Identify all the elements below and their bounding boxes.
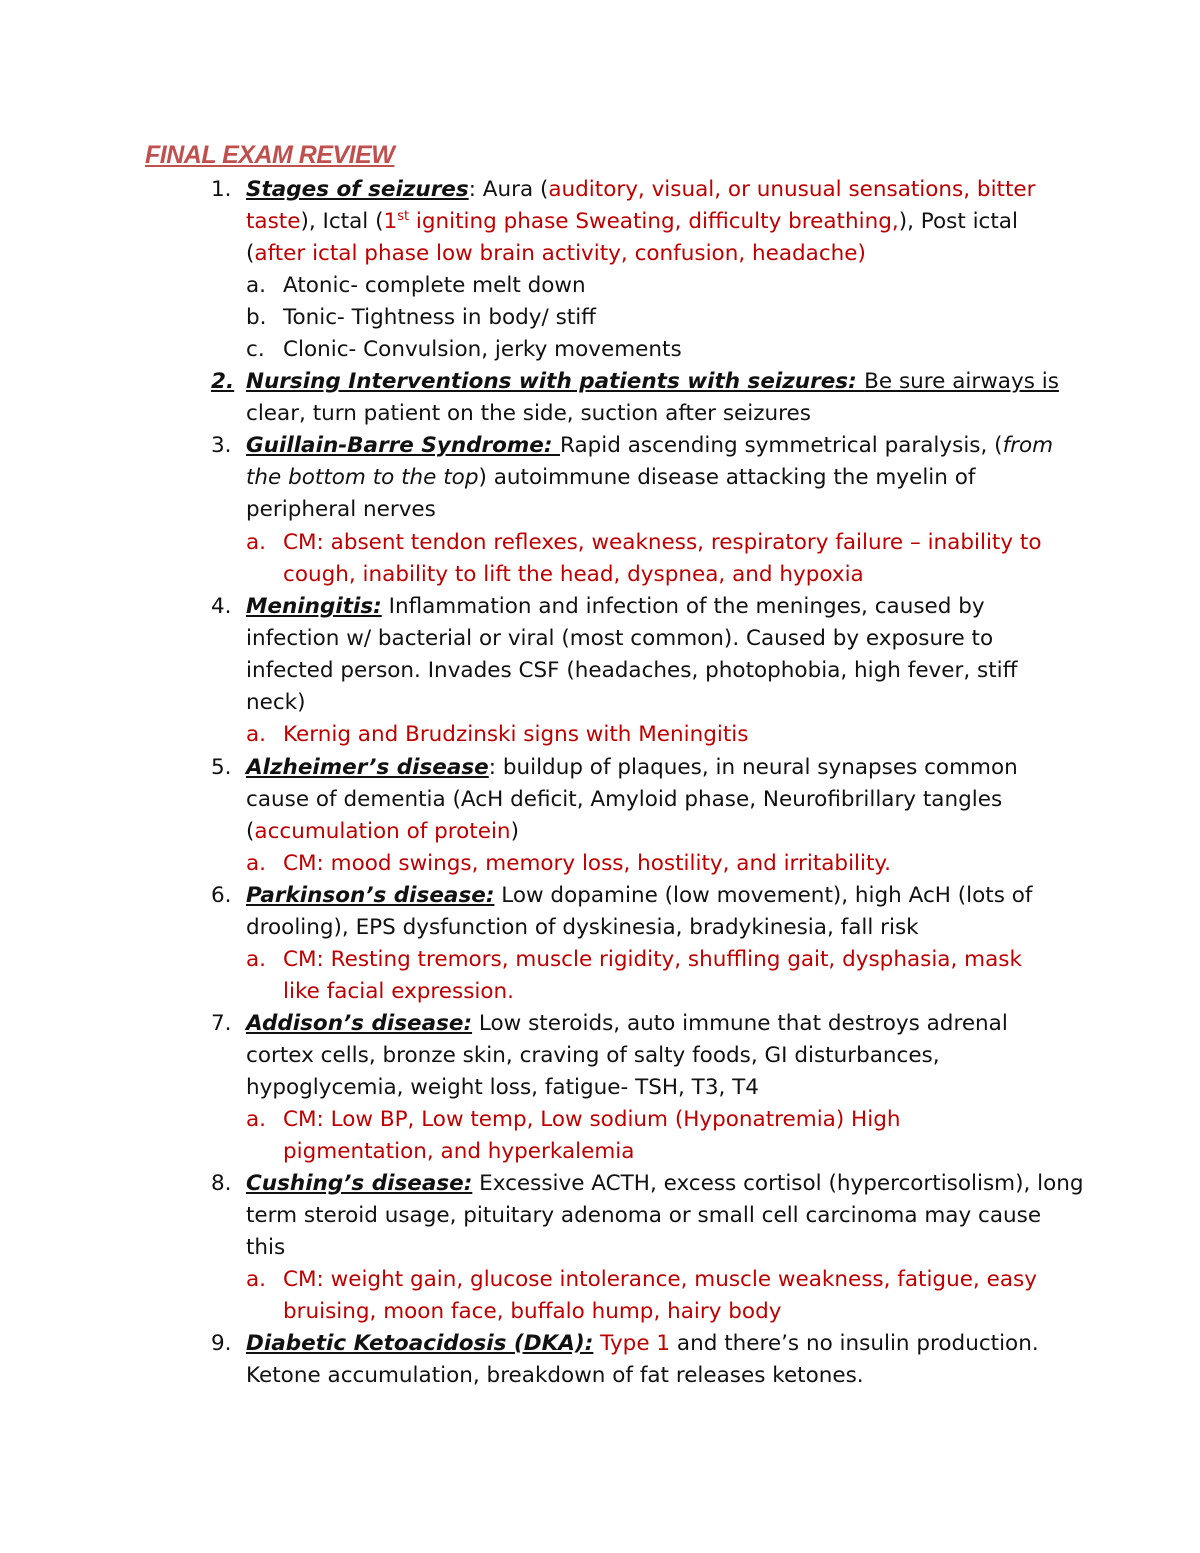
item-text: : Aura (	[468, 177, 549, 202]
item-line: Ketone accumulation, breakdown of fat releases ketones.	[246, 1363, 864, 1388]
item-line	[246, 880, 1033, 912]
item-number: 7.	[211, 1011, 232, 1036]
item-text: ), Post ictal	[898, 209, 1018, 234]
sub-line: CM: Resting tremors, muscle rigidity, shuffling gait, dysphasia, mask	[283, 947, 1022, 972]
superscript: st	[397, 209, 410, 224]
item-text: Rapid ascending symmetrical paralysis, (	[559, 433, 1003, 458]
item-text-red	[384, 209, 899, 234]
item-line	[246, 238, 866, 270]
item-text: (	[246, 819, 255, 844]
sub-letter: b.	[246, 305, 267, 330]
item-text-red: 1	[383, 209, 398, 234]
item-text: (	[246, 241, 255, 266]
item-text: and there’s no insulin production.	[670, 1331, 1039, 1356]
item-line	[246, 1168, 1084, 1200]
item-text-italic: the bottom to the top	[246, 465, 479, 490]
sub-letter: a.	[246, 947, 267, 972]
item-line	[246, 752, 1018, 784]
item-line: clear, turn patient on the side, suction after seizures	[246, 401, 811, 426]
sub-letter: a.	[246, 851, 267, 876]
item-line	[246, 816, 519, 848]
item-heading: Parkinson’s disease:	[246, 883, 495, 908]
item-text-red: auditory, visual, or unusual sensations, bitter	[548, 177, 1036, 202]
item-line: infection w/ bacterial or viral (most common). Caused by exposure to	[246, 626, 994, 651]
item-text: Low dopamine (low movement), high AcH (lots of	[494, 883, 1033, 908]
sub-line: cough, inability to lift the head, dyspnea, and hypoxia	[283, 562, 864, 587]
item-heading: Diabetic Ketoacidosis (DKA):	[246, 1331, 594, 1356]
item-number: 1.	[211, 177, 232, 202]
item-line: infected person. Invades CSF (headaches, photophobia, high fever, stiff	[246, 658, 1018, 683]
item-text: Inflammation and infection of the meninges, caused by	[381, 594, 985, 619]
sub-letter: a.	[246, 530, 267, 555]
item-line	[246, 591, 985, 623]
item-line: cortex cells, bronze skin, craving of salty foods, GI disturbances,	[246, 1043, 940, 1068]
item-line	[246, 174, 1035, 206]
sub-line: like facial expression.	[283, 979, 515, 1004]
item-text: ), Ictal (	[300, 209, 384, 234]
item-text: Low steroids, auto immune that destroys adrenal	[472, 1011, 1008, 1036]
item-line: cause of dementia (AcH deficit, Amyloid phase, Neurofibrillary tangles	[246, 787, 1003, 812]
item-line: neck)	[246, 690, 306, 715]
item-number: 3.	[211, 433, 232, 458]
sub-letter: a.	[246, 722, 267, 747]
item-heading: Addison’s disease:	[246, 1011, 473, 1036]
item-text-red: after ictal phase low brain activity, confusion, headache	[254, 241, 858, 266]
item-line	[246, 430, 1053, 462]
page-title: FINAL EXAM REVIEW	[145, 141, 395, 169]
item-heading: Nursing Interventions with patients with seizures:	[246, 369, 865, 394]
item-number: 4.	[211, 594, 232, 619]
item-line	[232, 366, 1059, 398]
item-text-red: )	[857, 241, 866, 266]
item-line: hypoglycemia, weight loss, fatigue- TSH, T3, T4	[246, 1075, 759, 1100]
item-text-red: Type 1	[600, 1331, 671, 1356]
item-text-red: accumulation of protein	[254, 819, 511, 844]
item-line: this	[246, 1235, 286, 1260]
item-line	[246, 1008, 1008, 1040]
item-text-red: taste	[246, 209, 301, 234]
item-text: : buildup of plaques, in neural synapses common	[488, 755, 1018, 780]
item-text-red: igniting phase Sweating, difficulty breathing,	[409, 209, 899, 234]
sub-line: Kernig and Brudzinski signs with Meningitis	[283, 722, 749, 747]
sub-letter: a.	[246, 1267, 267, 1292]
sub-line: CM: Low BP, Low temp, Low sodium (Hyponatremia) High	[283, 1107, 901, 1132]
sub-letter: a.	[246, 1107, 267, 1132]
sub-line: Clonic- Convulsion, jerky movements	[283, 337, 682, 362]
item-text: )	[510, 819, 519, 844]
item-number: 5.	[211, 755, 232, 780]
item-number: 2.	[211, 369, 235, 394]
item-text: Excessive ACTH, excess cortisol (hypercortisolism), long	[472, 1171, 1084, 1196]
sub-line: Atonic- complete melt down	[283, 273, 586, 298]
sub-line: Tonic- Tightness in body/ stiff	[283, 305, 596, 330]
item-heading: Meningitis:	[246, 594, 382, 619]
sub-line: CM: absent tendon reflexes, weakness, respiratory failure – inability to	[283, 530, 1042, 555]
item-text: Be sure airways is	[864, 369, 1059, 394]
item-text: ) autoimmune disease attacking the myelin of	[478, 465, 976, 490]
sub-letter: c.	[246, 337, 265, 362]
item-heading: Guillain-Barre Syndrome:	[246, 433, 560, 458]
item-line	[246, 1328, 1039, 1360]
item-heading: Alzheimer’s disease	[246, 755, 489, 780]
item-text-italic: from	[1002, 433, 1054, 458]
item-heading: Cushing’s disease:	[246, 1171, 473, 1196]
item-line: drooling), EPS dysfunction of dyskinesia, bradykinesia, fall risk	[246, 915, 919, 940]
item-heading: Stages of seizures	[246, 177, 469, 202]
sub-line: bruising, moon face, buffalo hump, hairy body	[283, 1299, 782, 1324]
sub-line: CM: mood swings, memory loss, hostility, and irritability.	[283, 851, 891, 876]
item-line	[246, 462, 975, 494]
item-line	[246, 206, 1018, 238]
sub-line: CM: weight gain, glucose intolerance, muscle weakness, fatigue, easy	[283, 1267, 1037, 1292]
sub-letter: a.	[246, 273, 267, 298]
sub-line: pigmentation, and hyperkalemia	[283, 1139, 635, 1164]
item-number: 6.	[211, 883, 232, 908]
item-number: 9.	[211, 1331, 232, 1356]
item-number: 8.	[211, 1171, 232, 1196]
item-line: term steroid usage, pituitary adenoma or small cell carcinoma may cause	[246, 1203, 1042, 1228]
item-line: peripheral nerves	[246, 497, 436, 522]
